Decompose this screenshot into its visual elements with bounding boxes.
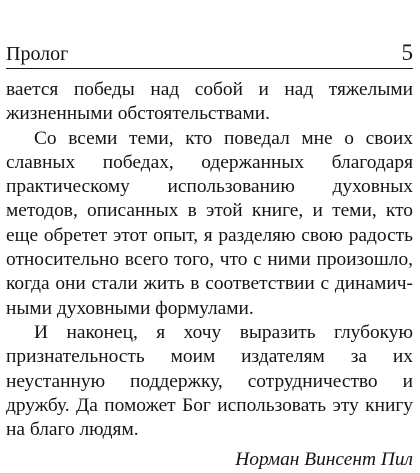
paragraph-continued: вается победы над собой и над тяжелыми жизненными обстоятельствами.: [6, 79, 413, 125]
section-title: Пролог: [6, 43, 69, 65]
author-signature: Норман Винсент Пил: [235, 449, 413, 471]
body-text: [6, 78, 413, 473]
paragraph-gratitude-publishers: И наконец, я хочу выразить глубокую признательность моим издателям за их неустанную поддержку, сотрудничество и дружбу. Да поможет Бог использовать эту книгу на благо людям.: [6, 321, 413, 441]
page-number: 5: [401, 40, 413, 65]
running-header: [6, 42, 413, 69]
paragraph-gratitude-readers: Со всеми теми, кто поведал мне о своих славных победах, одержанных благодаря практическому использованию духовных методов, описанных в этой книге, и теми, кто еще обретет этот опыт, я разделяю свою радость относительно всего того, что с ними произошло, когда они стали жить в соответствии с динамичными духовными формулами.: [6, 127, 413, 319]
